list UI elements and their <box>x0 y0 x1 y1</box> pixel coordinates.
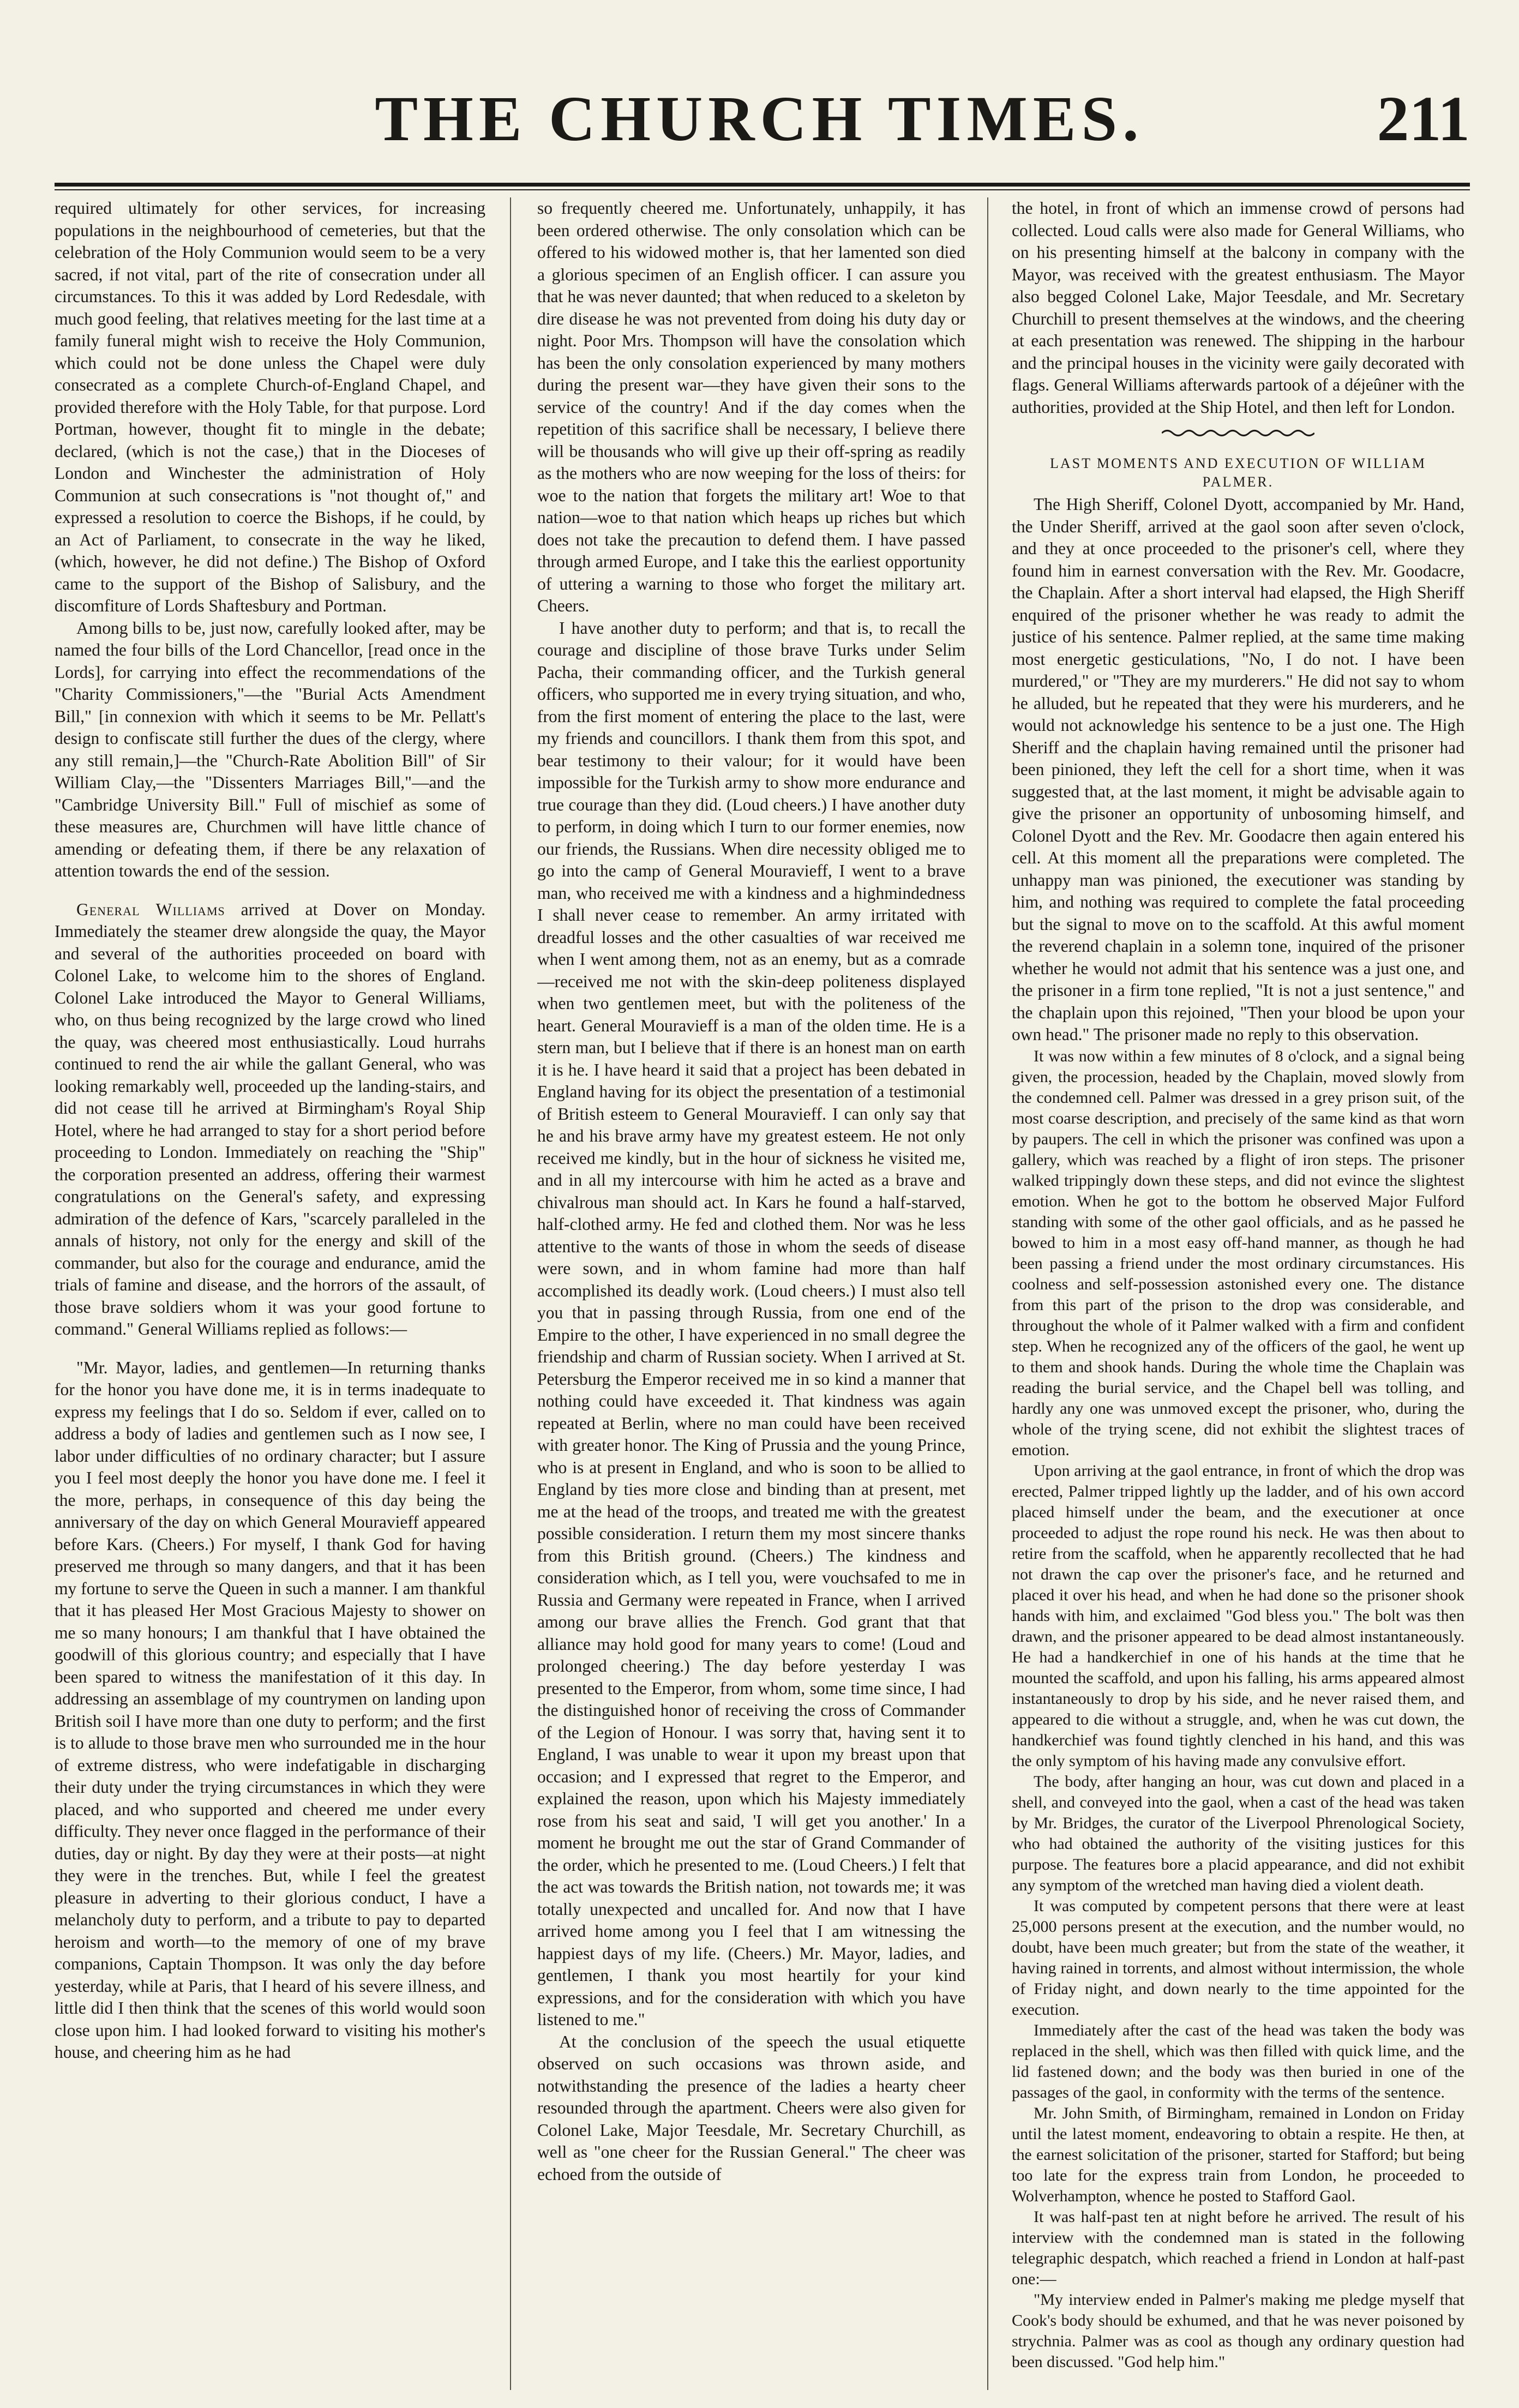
header-rule-thin <box>55 189 1470 190</box>
paragraph: The High Sheriff, Colonel Dyott, accompanied by Mr. Hand, the Under Sheriff, arrived at the gaol soon after seven o'clock, and they at once proceeded to the prisoner's cell, where they found him in earnest conversation with the Rev. Mr. Goodacre, the Chaplain. After a short interval had elapsed, the High Sheriff enquired of the prisoner whether he was ready to admit the justice of his sentence. Palmer replied, at the same time making most energetic gesticulations, "No, I do not. I have been murdered," or "They are my murderers." He did not say to whom he alluded, but he repeated that they were his murderers, and he would not acknowledge his sentence to be a just one. The High Sheriff and the chaplain having remained until the prisoner had been pinioned, they left the cell for a short time, when it was suggested that, at the last moment, it might be advisable again to give the prisoner an opportunity of unbosoming himself, and Colonel Dyott and the Rev. Mr. Goodacre then again entered his cell. At this moment all the preparations were completed. The unhappy man was pinioned, the executioner was standing by him, and nothing was required to complete the fatal proceeding but the signal to move on to the scaffold. At this awful moment the reverend chaplain in a solemn tone, inquired of the prisoner whether he would not admit that his sentence was a just one, and the prisoner in a firm tone replied, "It is not a just sentence," and the chaplain upon this rejoined, "Then your blood be upon your own head." The prisoner made no reply to this observation. <box>1012 495 1464 1044</box>
paragraph: I have another duty to perform; and that is, to recall the courage and discipline of those brave Turks under Selim Pacha, their commanding officer, and the Turkish general officers, who supported me in every trying situation, and who, from the first moment of entering the place to the last, were my friends and councillors. I thank them from this spot, and bear testimony to their valour; for it would have been impossible for the Turkish army to show more endurance and true courage than they did. (Loud cheers.) I have another duty to perform, in doing which I turn to our former enemies, now our friends, the Russians. When dire necessity obliged me to go into the camp of General Mouravieff, I went to a brave man, who received me with a kindness and a highmindedness I shall never cease to remember. An army irritated with dreadful losses and the other casualties of war received me when I went among them, not as an enemy, but as a comrade—received me not with the skin-deep politeness displayed when two gentlemen meet, but with the politeness of the heart. General Mouravieff is a man of the olden time. He is a stern man, but I believe that if there is an honest man on earth it is he. I have heard it said that a project has been debated in England having for its object the presentation of a testimonial of British esteem to General Mouravieff. I can only say that he and his brave army have my greatest esteem. He not only received me kindly, but in the hour of sickness he visited me, and in all my intercourse with him he acted as a brave and chivalrous man should act. In Kars he found a half-starved, half-clothed army. He fed and clothed them. Nor was he less attentive to the wants of those in whom the seeds of disease were sown, and in whom famine had more than half accomplished its deadly work. (Loud cheers.) I must also tell you that in passing through Russia, from one end of the Empire to the other, I have experienced in no small degree the friendship and charm of Russian society. When I arrived at St. Petersburg the Emperor received me in so kind a manner that nothing could have exceeded it. That kindness was again repeated at Berlin, where no man could have been received with greater honor. The King of Prussia and the young Prince, who is at present in England, and who is soon to be allied to England by ties more close and binding than at present, met me at the head of the troops, and treated me with the greatest possible consideration. I return them my most sincere thanks from this British ground. (Cheers.) The kindness and consideration which, as I tell you, were vouchsafed to me in Russia and Germany were repeated in France, when I arrived among our brave allies the French. God grant that that alliance may hold good for many years to come! (Loud and prolonged cheering.) The day before yesterday I was presented to the Emperor, from whom, some time since, I had the distinguished honor of receiving the cross of Commander of the Legion of Honour. I was sorry that, having sent it to England, I was unable to wear it upon my breast upon that occasion; and I expressed that regret to the Emperor, and explained the reason, upon which his Majesty immediately rose from his seat and said, 'I will get you another.' In a moment he brought me out the star of Grand Commander of the order, which he presented to me. (Loud Cheers.) I felt that the act was towards the British nation, not towards me; it was totally unexpected and uncalled for. And now that I have arrived home among you I feel that I am witnessing the happiest days of my life. (Cheers.) Mr. Mayor, ladies, and gentlemen, I thank you most heartily for your kind expressions, and for the consideration with which you have listened to me." <box>537 618 965 2029</box>
column-2 <box>537 197 965 2390</box>
article-lead: General Williams <box>76 899 225 919</box>
paragraph: It was now within a few minutes of 8 o'clock, and a signal being given, the procession, headed by the Chaplain, moved slowly from the condemned cell. Palmer was dressed in a grey prison suit, of the most coarse description, and precisely of the same kind as that worn by paupers. The cell in which the prisoner was confined was upon a gallery, which was reached by a flight of iron steps. The prisoner walked trippingly down these steps, and did not evince the slightest emotion. When he got to the bottom he observed Major Fulford standing with some of the other gaol officials, and as he passed he bowed to him in a most easy off-hand manner, as though he had been passing a friend under the most ordinary circumstances. His coolness and self-possession astonished every one. The distance from this part of the prison to the drop was considerable, and throughout the whole of it Palmer walked with a firm and confident step. When he recognized any of the officers of the gaol, he went up to them and shook hands. During the whole time the Chaplain was reading the burial service, and the Chapel bell was tolling, and hardly any one was unmoved except the prisoner, who, during the whole of the trying scene, did not exhibit the slightest traces of emotion. <box>1012 1047 1464 1459</box>
article-headline: LAST MOMENTS AND EXECUTION OF WILLIAM PALMER. <box>1050 455 1426 490</box>
masthead <box>0 82 1519 180</box>
paragraph: Mr. John Smith, of Birmingham, remained in London on Friday until the latest moment, endeavoring to obtain a respite. He then, at the earnest solicitation of the prisoner, started for Stafford; but being too late for the express train from London, he proceeded to Wolverhampton, whence he posted to Stafford Gaol. <box>1012 2104 1464 2205</box>
paragraph: It was half-past ten at night before he arrived. The result of his interview with the condemned man is stated in the following telegraphic despatch, which reached a friend in London at half-past one:— <box>1012 2207 1464 2288</box>
column-divider-2 <box>987 197 988 2390</box>
paragraph: so frequently cheered me. Unfortunately, unhappily, it has been ordered otherwise. The only consolation which can be offered to his widowed mother is, that her lamented son died a glorious specimen of an English officer. I can assure you that he was never daunted; that when reduced to a skeleton by dire disease he was not prevented from doing his duty day or night. Poor Mrs. Thompson will have the consolation which has been the only consolation experienced by many mothers during the present war—they have given their sons to the service of the country! And if the day comes when the repetition of this sacrifice shall be necessary, I believe there will be thousands who will give up their off-spring as readily as the mothers who are now weeping for the loss of theirs: for woe to the nation that forgets the military art! Woe to that nation—woe to that nation which heaps up riches but which does not take the precaution to defend them. I have passed through armed Europe, and I take this the earliest opportunity of uttering a warning to those who forget the military art. Cheers. <box>537 199 965 615</box>
paragraph: Upon arriving at the gaol entrance, in front of which the drop was erected, Palmer tripped lightly up the ladder, and of his own accord placed himself under the beam, and the executioner at once proceeded to adjust the rope round his neck. He was then about to retire from the scaffold, when he apparently recollected that he had not drawn the cap over the prisoner's face, and he returned and placed it over his head, and when he had done so the prisoner shook hands with him, and exclaimed "God bless you." The bolt was then drawn, and the prisoner appeared to be dead almost instantaneously. He had a handkerchief in one of his hands at the time that he mounted the scaffold, and upon his falling, his arms appeared almost instantaneously to drop by his side, and he never raised them, and appeared to die without a struggle, and, when he was cut down, the handkerchief was found tightly clenched in his hand, and this was the only symptom of his having made any convulsive effort. <box>1012 1461 1464 1770</box>
paragraph: required ultimately for other services, for increasing populations in the neighbourhood of cemeteries, but that the celebration of the Holy Communion would seem to be a very sacred, if not vital, part of the rite of consecration under all circumstances. To this it was added by Lord Redesdale, with much good feeling, that relatives meeting for the last time at a family funeral might wish to receive the Holy Communion, which could not be done unless the Chapel were duly consecrated as a complete Church-of-England Chapel, and provided therefore with the Holy Table, for that purpose. Lord Portman, however, thought fit to mingle in the debate; declared, (which is not the case,) that in the Dioceses of London and Winchester the administration of Holy Communion at such consecrations is "not thought of," and expressed a resolution to coerce the Bishops, if he could, by an Act of Parliament, to consecrate in the way he liked, (which, however, he did not define.) The Bishop of Oxford came to the support of the Bishop of Salisbury, and the discomfiture of Lords Shaftesbury and Portman. <box>55 199 485 615</box>
wavy-rule-ornament <box>1162 428 1314 438</box>
article-general-williams <box>55 899 485 1341</box>
paragraph: Among bills to be, just now, carefully looked after, may be named the four bills of the Lord Chancellor, [read once in the Lords], for carrying into effect the recommendations of the "Charity Commissioners,"—the "Burial Acts Amendment Bill," [in connexion with which it seems to be Mr. Pellatt's design to confiscate still further the dues of the clergy, where any still remain,]—the "Church-Rate Abolition Bill" of Sir William Clay,—the "Dissenters Marriages Bill,"—and the "Cambridge University Bill." Full of mischief as some of these measures are, Churchmen will have little chance of amending or defeating them, if there be any relaxation of attention towards the end of the session. <box>55 618 485 880</box>
newspaper-title: THE CHURCH TIMES. <box>375 83 1144 154</box>
paragraph: The body, after hanging an hour, was cut down and placed in a shell, and conveyed into the gaol, when a cast of the head was taken by Mr. Bridges, the curator of the Liverpool Phrenological Society, who had obtained the authority of the visiting justices for this purpose. The features bore a placid appearance, and did not exhibit any symptom of the wretched man having died a violent death. <box>1012 1772 1464 1894</box>
paragraph: "My interview ended in Palmer's making me pledge myself that Cook's body should be exhumed, and that he was never poisoned by strychnia. Palmer was as cool as though any ordinary question had been discussed. "God help him." <box>1012 2290 1464 2371</box>
paragraph: Immediately after the cast of the head was taken the body was replaced in the shell, which was then filled with quick lime, and the lid fastened down; and the body was then buried in one of the passages of the gaol, in conformity with the terms of the sentence. <box>1012 2021 1464 2101</box>
paragraph: the hotel, in front of which an immense crowd of persons had collected. Loud calls were also made for General Williams, who on his presenting himself at the balcony in company with the Mayor, was received with the greatest enthusiasm. The Mayor also begged Colonel Lake, Major Teesdale, and Mr. Secretary Churchill to present themselves at the windows, and the cheering at each presentation was renewed. The shipping in the harbour and the principal houses in the vicinity were gaily decorated with flags. General Williams afterwards partook of a déjeûner with the authorities, provided at the Ship Hotel, and then left for London. <box>1012 199 1464 417</box>
speech-paragraph: "Mr. Mayor, ladies, and gentlemen—In returning thanks for the honor you have done me, it is in terms inadequate to express my feelings that I do so. Seldom if ever, called on to address a body of ladies and gentlemen such as I now see, I labor under difficulties of no ordinary character; but I assure you I feel most deeply the honor you have done me. I feel it the more, perhaps, in consequence of this day being the anniversary of the day on which General Mouravieff appeared before Kars. (Cheers.) For myself, I thank God for having preserved me through so many dangers, and that it has been my fortune to serve the Queen in such a manner. I am thankful that it has pleased Her Most Gracious Majesty to shower on me so many honours; I am thankful that I have obtained the goodwill of this glorious country; and especially that I have been spared to witness the manifestation of it this day. In addressing an assemblage of my countrymen on landing upon British soil I have more than one duty to perform; and the first is to allude to those brave men who surrounded me in the hour of extreme distress, who were indefatigable in discharging their duty under the trying circumstances in which they were placed, and who supported and cheered me under every difficulty. They never once flagged in the performance of their duties, day or night. By day they were at their posts—at night they were in the trenches. But, while I feel the greatest pleasure in adverting to their glorious conduct, I have a melancholy duty to perform, and a tribute to pay to departed heroism and worth—to the memory of one of my brave companions, Captain Thompson. It was only the day before yesterday, while at Paris, that I heard of his severe illness, and little did I then think that the scenes of this world would soon close upon him. I had looked forward to visiting his mother's house, and cheering him as he had <box>55 1358 485 2062</box>
page-number: 211 <box>1377 83 1470 154</box>
header-rule <box>55 183 1470 187</box>
column-1 <box>55 197 485 2390</box>
article-text: arrived at Dover on Monday. Immediately the steamer drew alongside the quay, the Mayor and several of the authorities proceeded on board with Colonel Lake, to welcome him to the shores of England. Colonel Lake introduced the Mayor to General Williams, who, on thus being recognized by the large crowd who lined the quay, was cheered most enthusiastically. Loud hurrahs continued to rend the air while the gallant General, who was looking remarkably well, proceeded up the landing-stairs, and did not cease till he arrived at Birmingham's Royal Ship Hotel, where he had arranged to stay for a short period before proceeding to London. Immediately on reaching the "Ship" the corporation presented an address, offering their warmest congratulations on the General's safety, and expressing admiration of the defence of Kars, "scarcely paralleled in the annals of history, not only for the energy and skill of the commander, but also for the courage and endurance, amid the trials of famine and disease, and the horrors of the assault, of those brave soldiers whom it was your good fortune to command." General Williams replied as follows:— <box>55 899 485 1338</box>
column-divider-1 <box>510 197 511 2390</box>
paragraph: At the conclusion of the speech the usual etiquette observed on such occasions was thrown aside, and notwithstanding the presence of the ladies a hearty cheer resounded through the apartment. Cheers were also given for Colonel Lake, Major Teesdale, Mr. Secretary Churchill, as well as "one cheer for the Russian General." The cheer was echoed from the outside of <box>537 2032 965 2184</box>
column-3 <box>1012 197 1464 2390</box>
paragraph: It was computed by competent persons that there were at least 25,000 persons present at the execution, and the number would, no doubt, have been much greater; but from the state of the weather, it having rained in torrents, and almost without intermission, the whole of Friday night, and down nearly to the time appointed for the execution. <box>1012 1896 1464 2019</box>
